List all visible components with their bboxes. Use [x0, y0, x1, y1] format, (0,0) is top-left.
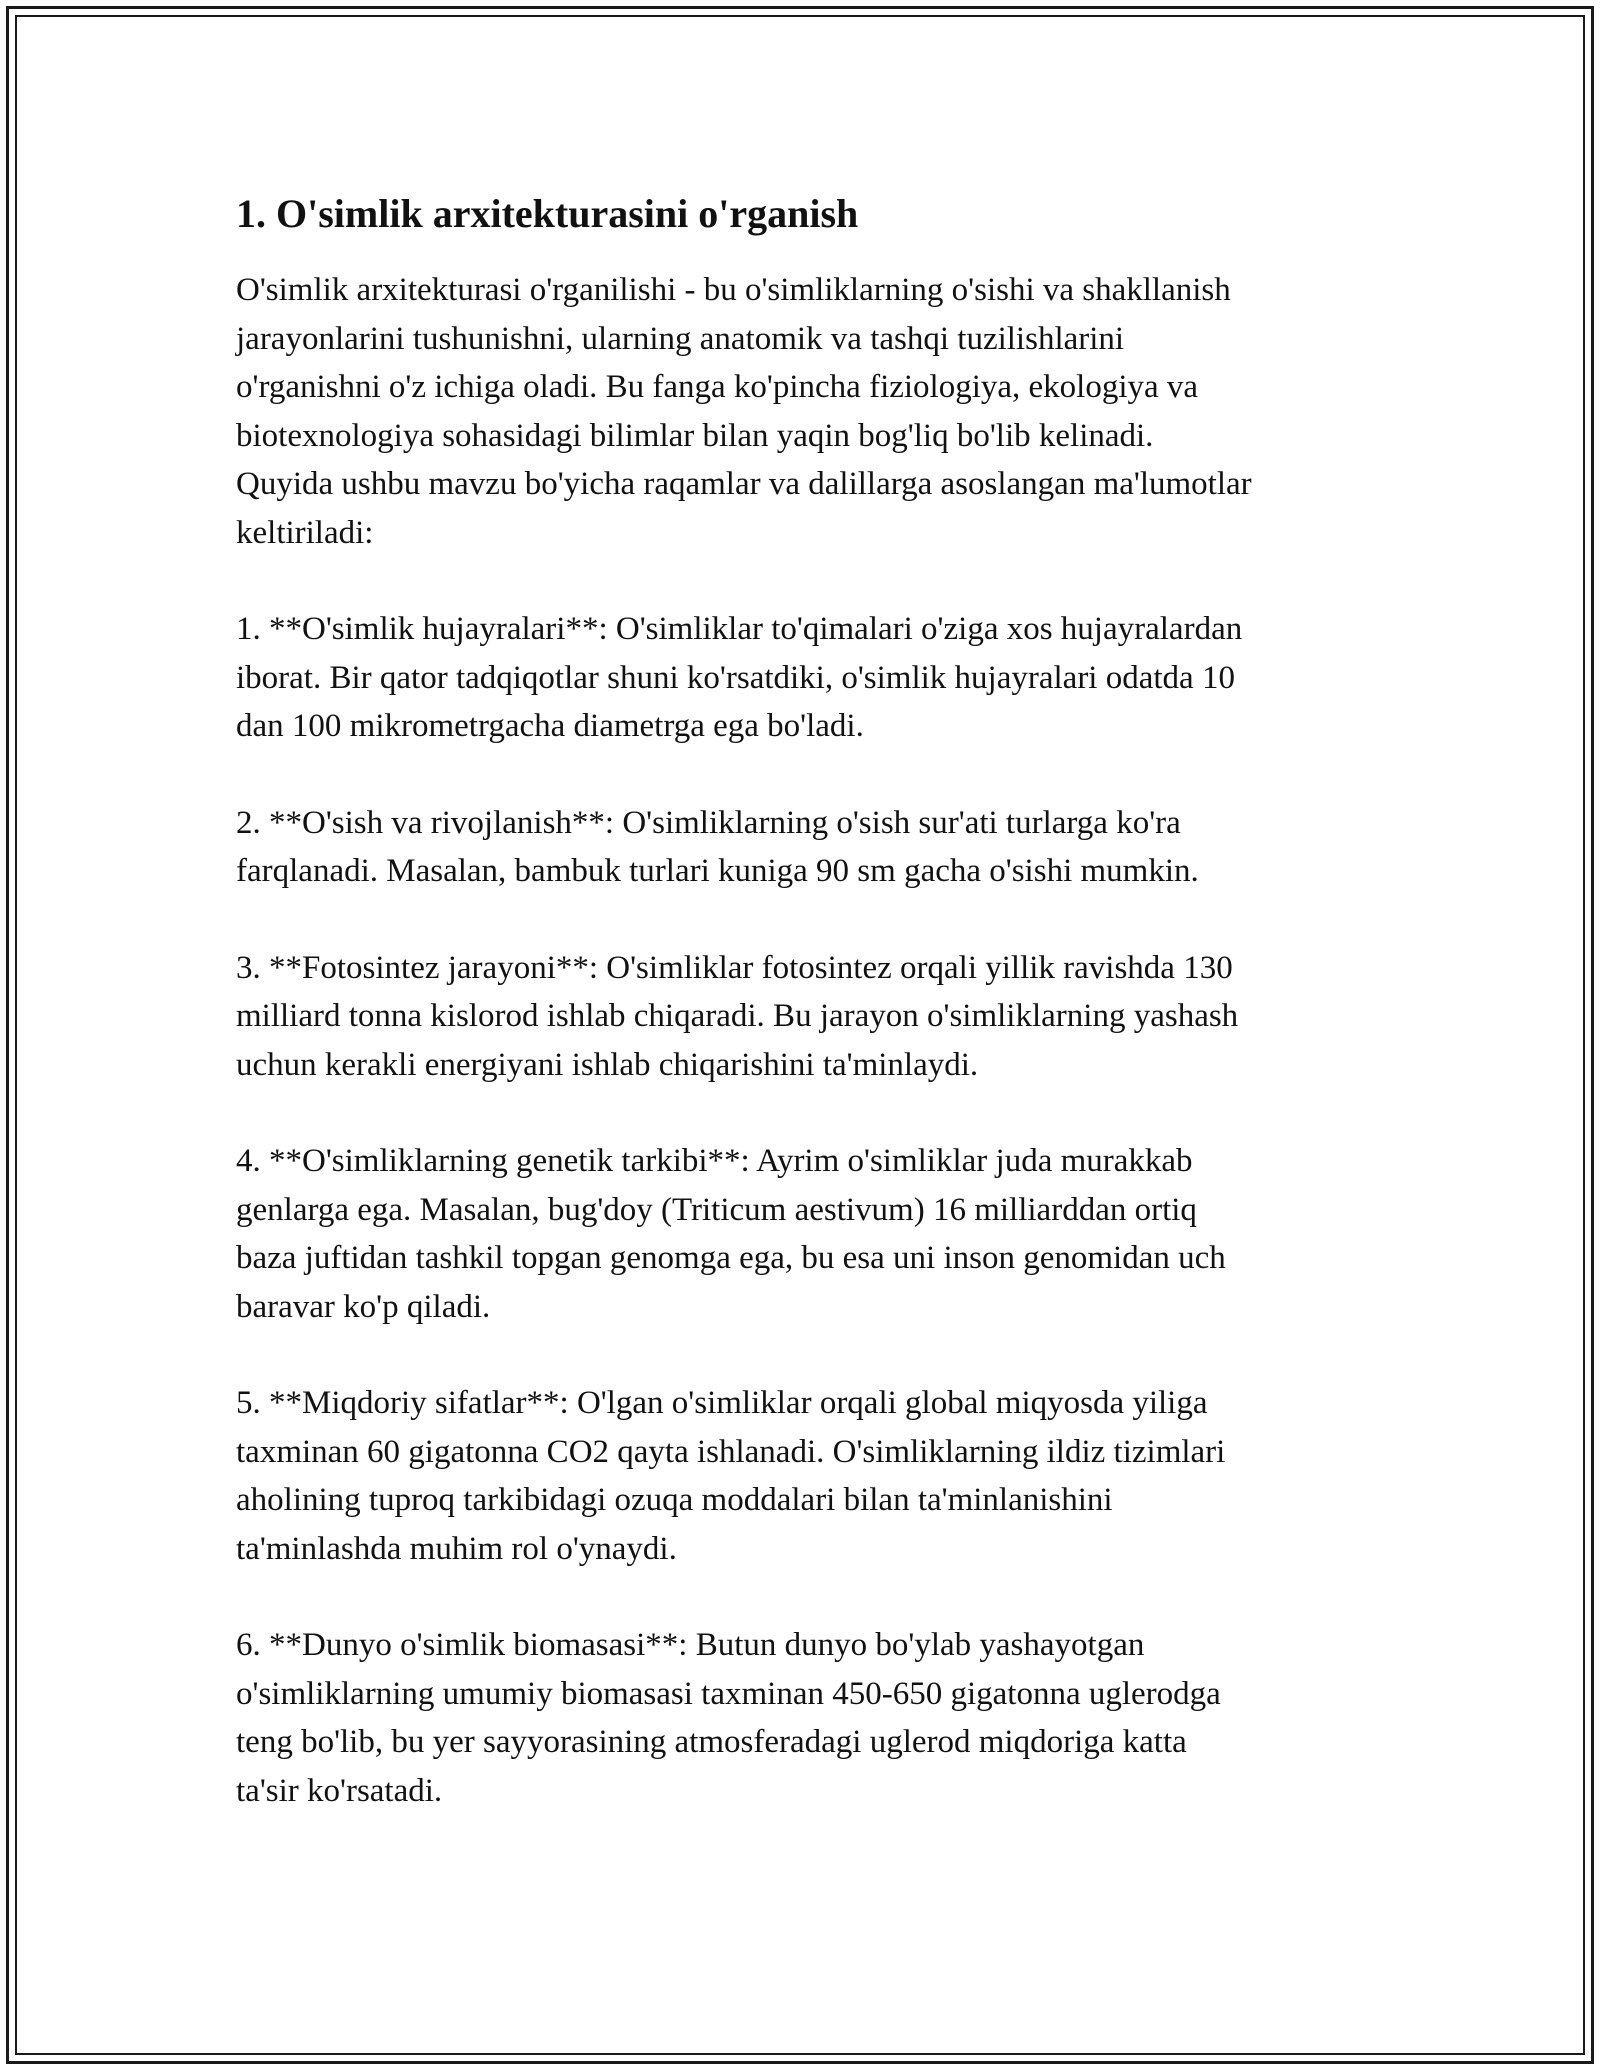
list-item-plant-cells: 1. **O'simlik hujayralari**: O'simliklar to'qimalari o'ziga xos hujayralardan iborat. Bir qator tadqiqotlar shuni ko'rsatdiki, o'simlik hujayralari odatda 10 dan 100 mikrometrgacha diametrga ega bo'ladi. [236, 611, 1243, 744]
document-title: 1. O'simlik arxitekturasini o'rganish [236, 191, 859, 236]
list-item-genetics: 4. **O'simliklarning genetik tarkibi**: Ayrim o'simliklar juda murakkab genlarga ega. Masalan, bug'doy (Triticum aestivum) 16 milliarddan ortiq baza juftidan tashkil topgan genomga ega, bu esa uni inson genomidan uch baravar ko'p qiladi. [236, 1143, 1226, 1325]
document-body [236, 186, 1376, 1863]
list-item-photosynthesis: 3. **Fotosintez jarayoni**: O'simliklar fotosintez orqali yillik ravishda 130 milliard tonna kislorod ishlab chiqaradi. Bu jarayon o'simliklarning yashash uchun kerakli energiyani ishlab chiqarishini ta'minlaydi. [236, 949, 1239, 1083]
intro-paragraph: O'simlik arxitekturasi o'rganilishi - bu o'simliklarning o'sishi va shakllanish jarayonlarini tushunishni, ularning anatomik va tashqi tuzilishlarini o'rganishni o'z ichiga oladi. Bu fanga ko'pincha fiziologiya, ekologiya va biotexnologiya sohasidagi bilimlar bilan yaqin bog'liq bo'lib kelinadi. Quyida ushbu mavzu bo'yicha raqamlar va dalillarga asoslangan ma'lumotlar keltiriladi: [236, 272, 1252, 551]
list-item-biomass: 6. **Dunyo o'simlik biomasasi**: Butun dunyo bo'ylab yashayotgan o'simliklarning umumiy biomasasi taxminan 450-650 gigatonna uglerodga teng bo'lib, bu yer sayyorasining atmosferadagi uglerod miqdoriga katta ta'sir ko'rsatadi. [236, 1627, 1221, 1809]
list-item-growth: 2. **O'sish va rivojlanish**: O'simliklarning o'sish sur'ati turlarga ko'ra farqlanadi. Masalan, bambuk turlari kuniga 90 sm gacha o'sishi mumkin. [236, 804, 1199, 889]
list-item-quantitative: 5. **Miqdoriy sifatlar**: O'lgan o'simliklar orqali global miqyosda yiliga taxminan 60 gigatonna CO2 qayta ishlanadi. O'simliklarning ildiz tizimlari aholining tuproq tarkibidagi ozuqa moddalari bilan ta'minlanishini ta'minlashda muhim rol o'ynaydi. [236, 1385, 1226, 1567]
